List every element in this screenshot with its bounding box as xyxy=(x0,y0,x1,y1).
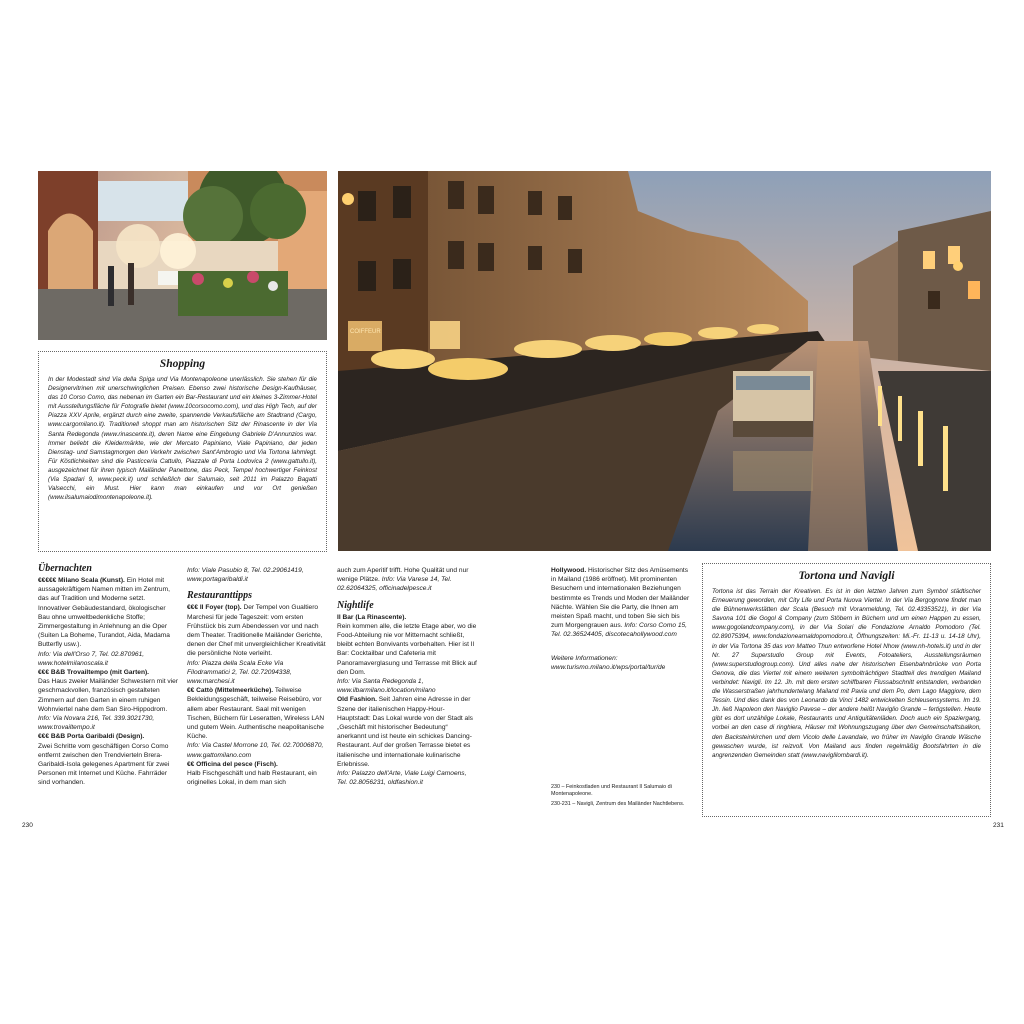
entry-title: Hollywood. xyxy=(551,567,587,574)
entry-title: Old Fashion. xyxy=(337,696,377,704)
page-number-left: 230 xyxy=(22,822,33,829)
more-info-url: www.turismo.milano.it/wps/portal/tur/de xyxy=(551,663,666,671)
entry-info: Info: Via Novara 216, Tel. 339.3021730, www.trovailtempo.it xyxy=(38,715,155,732)
entry-text: Das Haus zweier Mailänder Schwestern mit vier geschmackvollen, französisch gestalteten Zimmern auf den Garten in einem ruhigen Wohnviertel nahe dem San Siro-Hippodrom. xyxy=(38,678,178,713)
entry-text: auch zum Aperitif trifft. Hohe Qualität und nur wenige Plätze. xyxy=(337,567,469,584)
entry-info: Info: Piazza della Scala Ecke Via Filodrammatici 2, Tel. 02.72094338, www.marchesi.it xyxy=(187,659,292,686)
restauranttipps-heading: Restauranttipps xyxy=(187,590,253,602)
caption-1: 230 – Feinkostladen und Restaurant Il Salumaio di Montenapoleone. xyxy=(551,784,672,797)
shop-sign-text: COIFFEUR xyxy=(350,329,381,335)
shopping-box xyxy=(38,351,327,552)
entry-text: Historischer Sitz des Amüsements in Mailand (1986 eröffnet). Mit prominenten Besuchern und internationalen Beziehungen bestimmte es Trends und Moden der Mailänder Nächte. Wählen Sie die Party, die Ihnen am meisten Spaß macht, und toben Sie sich bis zum Morgengrauen aus. xyxy=(551,567,690,630)
shopping-text: In der Modestadt sind Via della Spiga und Via Montenapoleone unerlässlich. Sie stehen für die Designervitrinen mit unerschwinglichen Preisen. Ebenso zwei historische Design-Kaufhäuser, das 10 Corso Como, das nebenan im Garten ein Bar-Restaurant und ein kleines 3-Zimmer-Hotel mit Ausstellungsfläche für Fotografie bietet (www.10corsocomo.com), und das High Tech, auf der Piazza XXV Aprile, ergänzt durch eine zweite, spannende Verkaufsfläche am Stadtrand (Cargo, www.cargomilano.it). Traditionell shoppt man am historischen Sitz der Rinascente in der Via Santa Redegonda (www.rinascente.it), deren Name eine Eingebung Gabriele D'Annunzios war. Immer beliebt die Kleidermärkte, wie der Mercato Papiniano, Viale Papiniano, der jeden Dienstag- und Samstagmorgen den Verkehr zwischen Sant'Ambrogio und Via Tortona lahmlegt. Für Köstlichkeiten sind die Pasticceria Cattullo, Piazzale di Porta Lodovica 2 (www.gattullo.it), ausgezeichnet für ihren typisch Mailänder Panettone, das Peck, Tempel hochwertiger Feinkost (Via Spadari 9, www.peck.it) und schließlich der Salumaio, seit 2011 im Palazzo Bagatti Valsecchi, ein Must. Hier kann man einkaufen und vor Ort genießen (www.ilsalumaiodimontenapoleone.it). xyxy=(48,376,317,502)
column-hollywood xyxy=(551,566,691,672)
entry-text: Der Tempel von Gualtiero Marchesi für jede Tageszeit: vom ersten Frühstück bis zum Abendessen vor und nach dem Theater. Traditionelle Mailänder Gerichte, denen der Chef mit unvergleichlicher Kreativität die persönliche Note verleiht. xyxy=(187,604,326,658)
entry-text: Ein Hotel mit aussagekräftigem Namen mitten im Zentrum, das auf Tradition und Moderne setzt. Innovativer Gebäudestandard, ökologischer Bau ohne umweltbedenkliche Stoffe; Zimmergestaltung in Anlehnung an die Oper (Suiten La Boheme, Turandot, Aida, Madama Butterfly usw.). xyxy=(38,577,170,649)
shopping-title: Shopping xyxy=(159,358,206,370)
entry-info: Info: Via dell'Orso 7, Tel. 02.870961, www.hotelmilanoscala.it xyxy=(38,650,145,667)
more-info-label: Weitere Informationen: xyxy=(551,654,618,662)
entry-title: Il Bar (La Rinascente). xyxy=(337,613,407,621)
entry-title: €€€ Il Foyer (top). xyxy=(187,604,242,612)
entry-title: €€€ B&B Porta Garibaldi (Design). xyxy=(38,733,145,741)
column-uebernachten xyxy=(38,563,178,788)
entry-text: Rein kommen alle, die letzte Etage aber, wo die Food-Abteilung nie vor Mitternacht schließt, bleibt echten Bonvivants vorbehalten. Hier ist Il Bar: Cocktailbar und Cafeteria mit Panoramaverglasung und Terrasse mit Blick auf den Dom. xyxy=(337,622,477,676)
entry-info: Info: Viale Pasubio 8, Tel. 02.29061419, www.portagaribaldi.it xyxy=(187,567,304,584)
entry-text: Zwei Schritte vom geschäftigen Corso Como entfernt zwischen den Trendvierteln Brera-Garibaldi-Isola gelegenes Apartment für zwei Personen mit Internet und Küche. Fahrräder sind vorhanden. xyxy=(38,742,170,787)
tortona-navigli-box xyxy=(702,563,991,817)
column-nightlife xyxy=(337,566,477,787)
entry-title: €€ Officina del pesce (Fisch). xyxy=(187,760,278,768)
salumaio-courtyard-photo xyxy=(38,171,327,340)
entry-title: €€€€€ Milano Scala (Kunst). xyxy=(38,577,125,584)
entry-info: Info: Via Varese 14, Tel. 02.62064325, officinadelpesce.it xyxy=(337,576,452,593)
entry-text: Teilweise Bekleidungsgeschäft, teilweise Reisebüro, vor allem aber Restaurant. Saal mit wenigen Tischen, Büchern für Leseratten, Wireless LAN und gutem Wein. Authentische neapolitanische Küche. xyxy=(187,687,325,741)
caption-2: 230-231 – Navigli, Zentrum des Mailänder Nachtlebens. xyxy=(551,801,685,807)
page-number-right: 231 xyxy=(993,822,1004,829)
entry-title: €€ Cattò (Mittelmeerküche). xyxy=(187,687,274,695)
nightlife-heading: Nightlife xyxy=(337,599,374,611)
entry-text: Seit Jahren eine Adresse in der Szene der italienischen Happy-Hour-Hauptstadt: Das Lokal wurde von der Stadt als „Geschäft mit historischer Bedeutung“ anerkannt und ist heute ein schickes Dancing-Restaurant. Auf der großen Terrasse bietet es italienische und internationale kulinarische Erlebnisse. xyxy=(337,696,473,768)
column-restauranttipps xyxy=(187,566,327,787)
entry-info: Info: Via Castel Morrone 10, Tel. 02.70006870, www.gattomilano.com xyxy=(187,742,324,759)
tortona-text: Tortona ist das Terrain der Kreativen. Es ist in den letzten Jahren zum Symbol städtischer Erneuerung geworden, mit City Life und Porta Nuova Viertel. In der Via Bergognone findet man die Bühnenwerkstätten der Scala (Besuch mit Voranmeldung, Tel. 02.43353521), in der Via Savona 101 die Gogol & Company (zum Stöbern in Büchern und um einen Happen zu essen, www.gogolandcompany.com), in der Via Solari die Fondazione Arnaldo Pomodoro (Tel. 02.89075394, www.fondazionearnaldopomodoro.it, Öffnungszeiten: Mi.-Fr. 11-13 u. 14-18 Uhr), in der Via Tortona 35 das von Matteo Thun entworfene Hotel Nhow (www.nh-hotels.it) und in der Nr. 27 Superstudio Group mit Events, Fotoateliers, Ausstellungsräumen (www.superstudiogroup.com). Und alles nahe der historischen Eisenbahnbrücke von Porta Genova, die das Viertel mit einem weiteren symbolträchtigen Stadtteil des trendigen Mailand verbindet: Navigli. Im 12. Jh. mit dem ersten schiffbaren Flussabschnitt entstanden, verbanden die Wasserstraßen jahrhundertelang Mailand mit Pavia und dem Po, dem Lago Maggiore, dem Tessin. Und dies dank des von Leonardo da Vinci 1482 entwickelten Schleusensystems. Im 19. Jh. ließ Napoleon den Naviglio Pavese – der andere heißt Naviglio Grande – fertigstellen. Heute gibt es dort unzählige Lokale, Restaurants und Antiquitätenläden. Doch auch ein Spaziergang, vorbei an den case di ringhiera, Häuser mit Wohnungszugang über den Gemeinschaftsbalkon, den Backsteinkirchen und dem Vicolo delle Lavandaie, wo früher im Naviglio Grande Wäsche gewaschen wurde, ist reizvoll. Von Mailand aus finden regelmäßig Bootsfahrten in die angrenzenden Gemeinden statt (www.naviglilombardi.it). xyxy=(712,588,981,759)
entry-title: €€€ B&B Trovailtempo (mit Garten). xyxy=(38,669,150,677)
uebernachten-heading: Übernachten xyxy=(38,563,92,574)
tortona-title: Tortona und Navigli xyxy=(798,570,895,582)
entry-info: Info: Palazzo dell'Arte, Viale Luigi Camoens, Tel. 02.8056231, oldfashion.it xyxy=(337,770,467,787)
entry-text: Halb Fischgeschäft und halb Restaurant, ein originelles Lokal, in dem man sich xyxy=(187,770,317,787)
entry-info: Info: Via Santa Redegonda 1, www.ilbarmilano.it/location/milano xyxy=(337,678,436,695)
navigli-canal-photo xyxy=(338,171,991,551)
entry-info: Info: Corso Como 15, Tel. 02.36524405, discotecahollywood.com xyxy=(551,622,687,639)
